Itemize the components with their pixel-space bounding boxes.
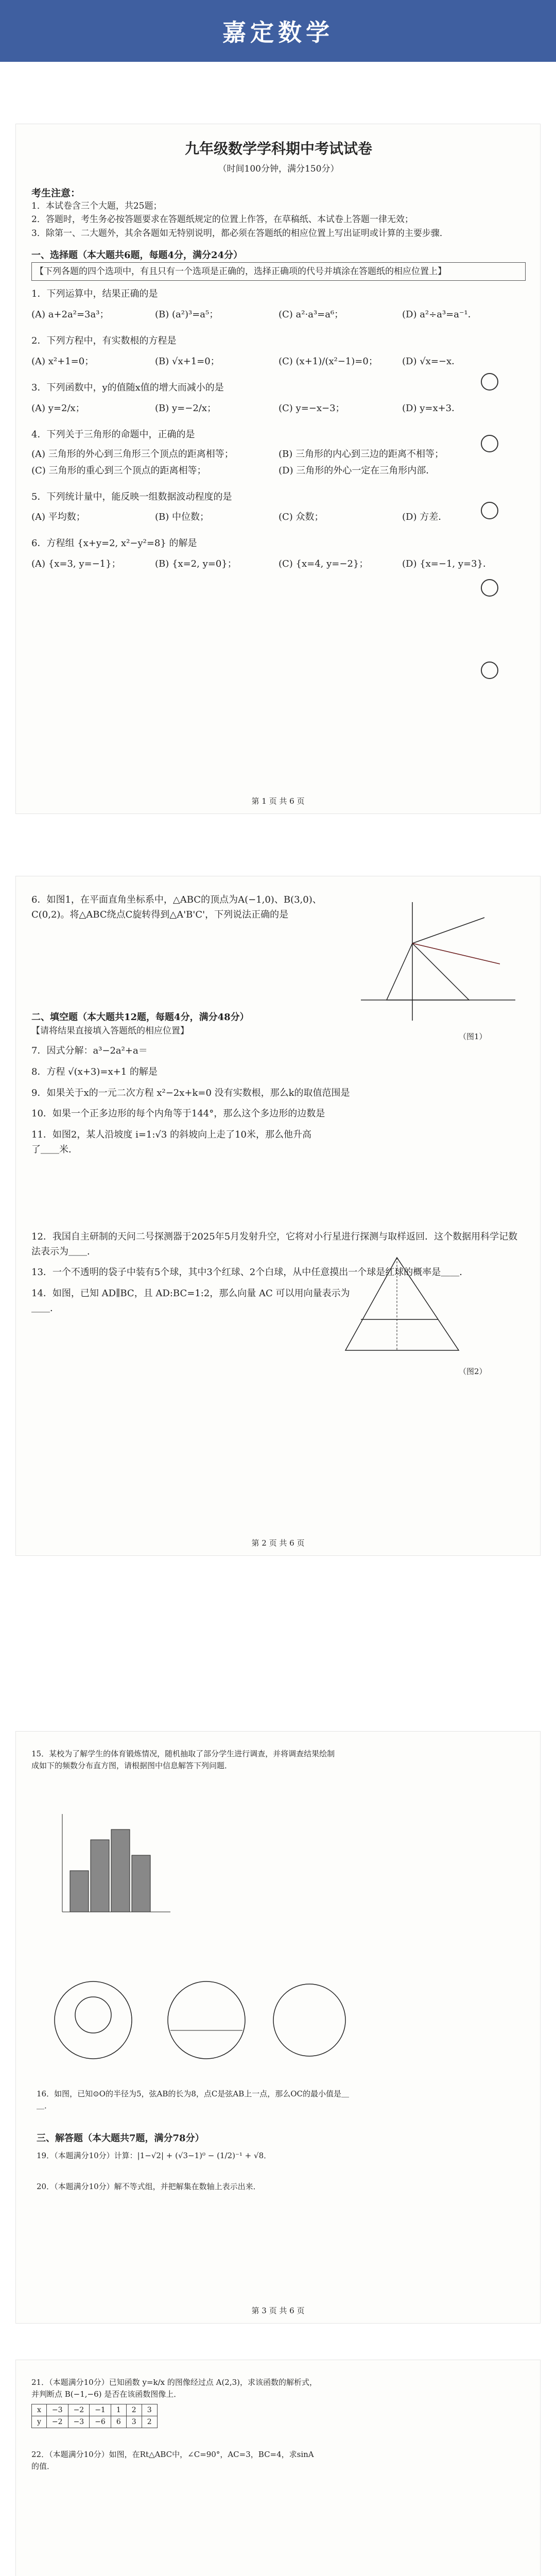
question-4-options bbox=[31, 447, 526, 477]
table-cell: −2 bbox=[68, 2404, 90, 2416]
q5-option-a: (A) 平均数； bbox=[31, 512, 85, 523]
q6-option-b: (B) {x=2, y=0}； bbox=[155, 558, 237, 570]
question-9: 9．如果关于x的一元二次方程 x²−2x+k=0 没有实数根，那么k的取值范围是 bbox=[31, 1087, 350, 1098]
q2-option-c: (C) (x+1)/(x²−1)=0； bbox=[279, 355, 378, 367]
table-cell: 3 bbox=[126, 2416, 142, 2428]
table-cell: x bbox=[32, 2404, 47, 2416]
question-5: 5．下列统计量中，能反映一组数据波动程度的是 bbox=[31, 491, 232, 502]
question-16: 16．如图，已知⊙O的半径为5，弦AB的长为8，点C是弦AB上一点，那么OC的最小值是＿＿． bbox=[37, 2089, 350, 2110]
page-1-footer: 第 1 页 共 6 页 bbox=[251, 796, 305, 806]
table-cell: −3 bbox=[46, 2404, 68, 2416]
table-cell: 3 bbox=[142, 2404, 157, 2416]
q4-option-d: (D) 三角形的外心一定在三角形内部． bbox=[279, 465, 436, 476]
q1-option-c: (C) a²·a³=a⁶； bbox=[279, 309, 344, 320]
question-1: 1．下列运算中，结果正确的是 bbox=[31, 289, 158, 300]
section-1-title: 一、选择题（本大题共6题，每题4分，满分24分） bbox=[31, 250, 243, 261]
handwritten-marks bbox=[469, 371, 531, 732]
section-3-title: 三、解答题（本大题共7题，满分78分） bbox=[37, 2133, 204, 2144]
table-cell: 2 bbox=[126, 2404, 142, 2416]
question-19: 19．（本题满分10分）计算：|1−√2| + (√3−1)⁰ − (1/2)⁻¹ + √8． bbox=[37, 2151, 272, 2160]
value-table bbox=[31, 2404, 158, 2428]
exam-title: 九年级数学学科期中考试试卷 bbox=[184, 140, 372, 157]
notice-3: 3．除第一、二大题外，其余各题如无特别说明，都必须在答题纸的相应位置上写出证明或计算的主要步骤． bbox=[31, 228, 448, 239]
figure-2-caption: （图2） bbox=[459, 1367, 487, 1376]
q3-option-a: (A) y=2/x； bbox=[31, 402, 85, 414]
q6-option-a: (A) {x=3, y=−1}； bbox=[31, 558, 121, 570]
q3-option-c: (C) y=−x−3； bbox=[279, 402, 345, 414]
exam-page-1 bbox=[15, 124, 541, 814]
question-13: 13．一个不透明的袋子中装有5个球，其中3个红球、2个白球，从中任意摸出一个球是红球的概率是＿＿． bbox=[31, 1267, 469, 1278]
notice-1: 1．本试卷含三个大题，共25题； bbox=[31, 201, 162, 211]
question-22: 22．（本题满分10分）如图，在Rt△ABC中，∠C=90°，AC=3，BC=4，求sinA的值． bbox=[31, 2450, 314, 2471]
table-cell: −1 bbox=[90, 2404, 111, 2416]
header-banner bbox=[0, 0, 556, 62]
circle-figures bbox=[47, 1969, 356, 2072]
table-cell: −2 bbox=[46, 2416, 68, 2428]
question-8: 8．方程 √(x+3)=x+1 的解是 bbox=[31, 1066, 158, 1077]
histogram-figure bbox=[47, 1809, 181, 1927]
question-6: 6．方程组 {x+y=2, x²−y²=8} 的解是 bbox=[31, 538, 197, 549]
question-1-options bbox=[31, 307, 526, 320]
question-2: 2．下列方程中，有实数根的方程是 bbox=[31, 335, 177, 347]
figure-1-caption: （图1） bbox=[459, 1032, 487, 1041]
q4-option-c: (C) 三角形的重心到三个顶点的距离相等； bbox=[31, 465, 206, 476]
question-10: 10．如果一个正多边形的每个内角等于144°，那么这个多边形的边数是 bbox=[31, 1108, 325, 1120]
question-5-options bbox=[31, 510, 526, 523]
q4-option-b: (B) 三角形的内心到三边的距离不相等； bbox=[279, 448, 444, 460]
exam-subtitle: （时间100分钟，满分150分） bbox=[218, 164, 339, 174]
question-20: 20．（本题满分10分）解不等式组，并把解集在数轴上表示出来． bbox=[37, 2182, 261, 2191]
question-21: 21．（本题满分10分）已知函数 y=k/x 的图像经过点 A(2,3)，求该函数的解析式，并判断点 B(−1,−6) 是否在该函数图像上． bbox=[31, 2378, 318, 2399]
question-4: 4．下列关于三角形的命题中，正确的是 bbox=[31, 429, 195, 440]
q1-option-d: (D) a²÷a³=a⁻¹． bbox=[402, 309, 477, 320]
question-14: 14．如图，已知 AD∥BC，且 AD:BC=1:2，那么向量 AC 可以用向量表示为＿＿． bbox=[31, 1288, 350, 1314]
table-cell: 1 bbox=[111, 2404, 126, 2416]
question-2-options bbox=[31, 354, 526, 367]
question-3-options bbox=[31, 401, 526, 414]
question-6b: 6．如图1，在平面直角坐标系中，△ABC的顶点为A(−1,0)、B(3,0)、C(0,2)。将△ABC绕点C旋转得到△A'B'C'，下列说法正确的是 bbox=[31, 894, 322, 920]
q1-option-b: (B) (a²)³=a⁵； bbox=[155, 309, 219, 320]
question-11: 11．如图2，某人沿坡度 i=1:√3 的斜坡向上走了10米，那么他升高了＿＿米． bbox=[31, 1129, 311, 1155]
question-6-options bbox=[31, 556, 526, 570]
q2-option-a: (A) x²+1=0； bbox=[31, 355, 94, 367]
q2-option-b: (B) √x+1=0； bbox=[155, 355, 220, 367]
question-15: 15．某校为了解学生的体育锻炼情况，随机抽取了部分学生进行调查，并将调查结果绘制成如下的频数分布直方图，请根据图中信息解答下列问题． bbox=[31, 1749, 335, 1770]
exam-page-2 bbox=[15, 876, 541, 1556]
question-12: 12．我国自主研制的天问二号探测器于2025年5月发射升空，它将对小行星进行探测与取样返回．这个数据用科学记数法表示为＿＿． bbox=[31, 1231, 518, 1257]
q6-option-d: (D) {x=−1, y=3}． bbox=[402, 558, 493, 570]
exam-page-3 bbox=[15, 1731, 541, 2324]
question-7: 7．因式分解：a³−2a²+a＝ bbox=[31, 1045, 148, 1056]
q3-option-d: (D) y=x+3． bbox=[402, 402, 461, 414]
table-row bbox=[32, 2416, 158, 2428]
section-2-note: 【请将结果直接填入答题纸的相应位置】 bbox=[31, 1025, 189, 1036]
table-cell: 6 bbox=[111, 2416, 126, 2428]
q5-option-c: (C) 众数； bbox=[279, 512, 324, 523]
table-cell: −3 bbox=[68, 2416, 90, 2428]
notice-2: 2．答题时，考生务必按答题要求在答题纸规定的位置上作答，在草稿纸、本试卷上答题一律无效； bbox=[31, 214, 413, 225]
figure-1-coordinate-graph bbox=[351, 897, 526, 1026]
q1-option-a: (A) a+2a²=3a³； bbox=[31, 309, 109, 320]
q2-option-d: (D) √x=−x． bbox=[402, 355, 461, 367]
notice-title: 考生注意： bbox=[31, 188, 81, 199]
header-title: 嘉定数学 bbox=[222, 19, 334, 46]
question-3: 3．下列函数中，y的值随x值的增大而减小的是 bbox=[31, 382, 224, 393]
section-2-title: 二、填空题（本大题共12题，每题4分，满分48分） bbox=[31, 1011, 249, 1023]
table-row bbox=[32, 2404, 158, 2416]
q5-option-b: (B) 中位数； bbox=[155, 512, 209, 523]
q6-option-c: (C) {x=4, y=−2}； bbox=[279, 558, 369, 570]
table-cell: −6 bbox=[90, 2416, 111, 2428]
section-1-note: 【下列各题的四个选项中，有且只有一个选项是正确的，选择正确项的代号并填涂在答题纸的相应位置上】 bbox=[31, 262, 526, 281]
q3-option-b: (B) y=−2/x； bbox=[155, 402, 216, 414]
q5-option-d: (D) 方差． bbox=[402, 512, 448, 523]
exam-page-4 bbox=[15, 2360, 541, 2576]
q4-option-a: (A) 三角形的外心到三角形三个顶点的距离相等； bbox=[31, 448, 234, 460]
table-cell: y bbox=[32, 2416, 47, 2428]
page-3-footer: 第 3 页 共 6 页 bbox=[251, 2306, 305, 2315]
table-cell: 2 bbox=[142, 2416, 157, 2428]
page-2-footer: 第 2 页 共 6 页 bbox=[251, 1538, 305, 1548]
figure-2-slope bbox=[325, 1247, 510, 1361]
